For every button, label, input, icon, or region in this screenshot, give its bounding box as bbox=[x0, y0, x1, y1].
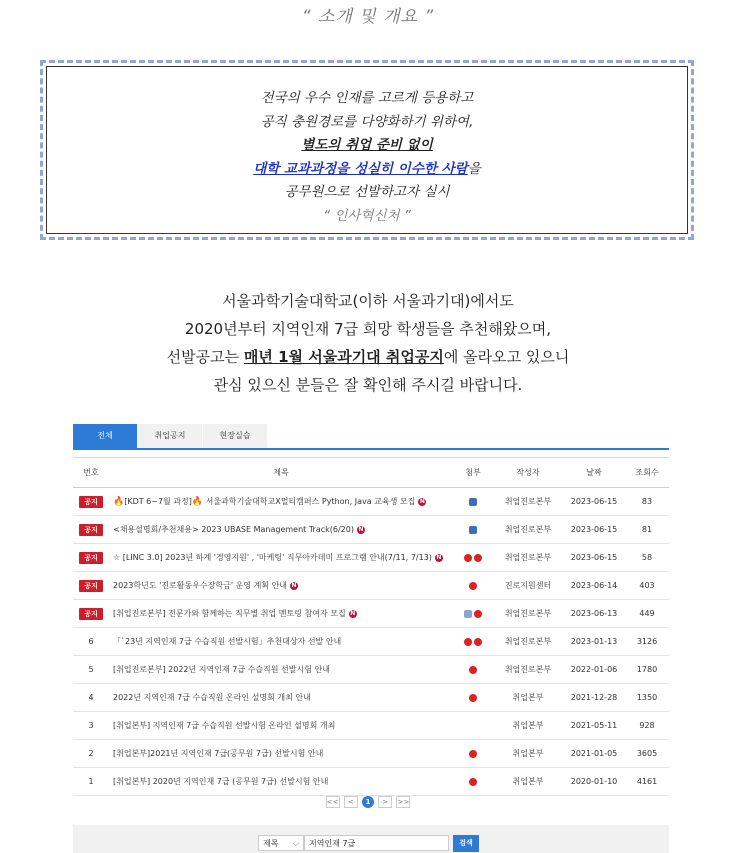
row-title-cell bbox=[109, 712, 453, 740]
table-row[interactable] bbox=[73, 768, 669, 796]
intro-title: “ 소개 및 개요 ” bbox=[301, 7, 435, 27]
row-title-cell bbox=[109, 516, 453, 544]
header-date: 날짜 bbox=[563, 458, 625, 488]
search-button[interactable]: 검색 bbox=[453, 835, 479, 852]
board-tabs bbox=[73, 424, 669, 450]
search-field-value: 제목 bbox=[263, 839, 279, 848]
row-date: 2021-12-28 bbox=[563, 684, 625, 712]
row-views: 403 bbox=[625, 572, 669, 600]
chevron-down-icon: ⌵ bbox=[292, 839, 299, 848]
desc-line-3 bbox=[0, 343, 736, 371]
pdf-file-icon[interactable] bbox=[469, 582, 477, 590]
row-num bbox=[73, 544, 109, 572]
row-num bbox=[73, 600, 109, 628]
page-last-button[interactable]: >> bbox=[397, 798, 410, 806]
table-row[interactable] bbox=[73, 712, 669, 740]
row-title-link[interactable]: 2023학년도 '진로활동우수장학금' 운영 계획 안내 bbox=[113, 581, 288, 590]
row-author: 진로지원센터 bbox=[493, 572, 563, 600]
search-field-select[interactable] bbox=[258, 835, 304, 851]
row-views: 1780 bbox=[625, 656, 669, 684]
new-icon: N bbox=[291, 581, 297, 589]
header-num: 번호 bbox=[73, 458, 109, 488]
header-author: 작성자 bbox=[493, 458, 563, 488]
new-icon: N bbox=[436, 553, 442, 561]
row-date: 2023-01-13 bbox=[563, 628, 625, 656]
description bbox=[0, 287, 736, 399]
row-title-cell bbox=[109, 628, 453, 656]
notice-badge: 공지 bbox=[79, 496, 103, 508]
new-icon: N bbox=[419, 497, 425, 505]
row-title-link[interactable]: <채용설명회/추천채용> 2023 UBASE Management Track(6/20) bbox=[113, 525, 354, 534]
row-date: 2020-01-10 bbox=[563, 768, 625, 796]
table-row[interactable] bbox=[73, 572, 669, 600]
row-title-cell bbox=[109, 684, 453, 712]
row-views: 928 bbox=[625, 712, 669, 740]
search-bar bbox=[73, 825, 669, 853]
table-row[interactable] bbox=[73, 684, 669, 712]
row-title-link[interactable]: [취업본부]2021년 지역인재 7급(공무원 7급) 선발시험 안내 bbox=[113, 749, 324, 758]
table-header bbox=[73, 458, 669, 488]
header-attach: 첨부 bbox=[453, 458, 493, 488]
row-title-link[interactable]: [KDT 6~7월 과정] bbox=[124, 497, 192, 506]
row-date: 2021-01-05 bbox=[563, 740, 625, 768]
row-title-cell bbox=[109, 488, 453, 516]
pagination bbox=[0, 796, 736, 808]
desc-line-3a: 선발공고는 bbox=[166, 348, 244, 366]
row-views: 3605 bbox=[625, 740, 669, 768]
hwp-file-icon[interactable] bbox=[464, 610, 472, 618]
page-first-button[interactable]: << bbox=[326, 798, 339, 806]
notice-badge: 공지 bbox=[79, 524, 103, 536]
desc-line-2: 2020년부터 지역인재 7급 희망 학생들을 추천해왔으며, bbox=[184, 320, 552, 338]
row-attach bbox=[453, 768, 493, 796]
tab-field-practice[interactable]: 현장실습 bbox=[203, 424, 267, 448]
table-row[interactable] bbox=[73, 628, 669, 656]
row-num: 2 bbox=[73, 740, 109, 768]
table-row[interactable] bbox=[73, 656, 669, 684]
search-input[interactable]: 지역인재 7급 bbox=[304, 835, 449, 851]
pdf-file-icon[interactable] bbox=[469, 778, 477, 786]
row-author: 취업진로본부 bbox=[493, 488, 563, 516]
header-views: 조회수 bbox=[625, 458, 669, 488]
save-file-icon[interactable] bbox=[469, 526, 477, 534]
fire-icon: 🔥 bbox=[191, 497, 204, 507]
row-date: 2023-06-15 bbox=[563, 488, 625, 516]
row-views: 3126 bbox=[625, 628, 669, 656]
row-title-cell bbox=[109, 768, 453, 796]
row-date: 2021-05-11 bbox=[563, 712, 625, 740]
notice-badge: 공지 bbox=[79, 552, 103, 564]
quote-line-3 bbox=[47, 134, 687, 158]
row-attach bbox=[453, 516, 493, 544]
pdf-file-icon[interactable] bbox=[469, 750, 477, 758]
table-row[interactable] bbox=[73, 488, 669, 516]
notice-badge: 공지 bbox=[79, 580, 103, 592]
desc-emphasis: 매년 1월 서울과기대 취업공지 bbox=[243, 348, 444, 366]
row-num: 4 bbox=[73, 684, 109, 712]
row-attach bbox=[453, 656, 493, 684]
row-title-cell bbox=[109, 600, 453, 628]
row-title-link[interactable]: [취업본부] 2020년 지역인재 7급 (공무원 7급) 선발시험 안내 bbox=[113, 777, 329, 786]
header-title: 제목 bbox=[109, 458, 453, 488]
row-attach bbox=[453, 740, 493, 768]
row-author: 취업본부 bbox=[493, 712, 563, 740]
quote-line-5: 공무원으로 선발하고자 실시 bbox=[284, 184, 450, 200]
quote-line-2: 공직 충원경로를 다양화하기 위하여, bbox=[260, 113, 474, 130]
row-title-link[interactable]: 2022년 지역인재 7급 수습직원 온라인 설명회 개최 안내 bbox=[113, 693, 311, 702]
row-num: 5 bbox=[73, 656, 109, 684]
page-current[interactable]: 1 bbox=[362, 796, 374, 808]
pdf-file-icon[interactable] bbox=[474, 610, 482, 618]
quote-emphasis-2: 대학 교과과정을 성실히 이수한 사람 bbox=[253, 160, 468, 177]
tab-all[interactable]: 전체 bbox=[73, 424, 137, 448]
row-attach bbox=[453, 684, 493, 712]
quote-frame bbox=[40, 60, 694, 240]
quote-source: “ 인사혁신처 ” bbox=[323, 207, 411, 224]
row-views: 83 bbox=[625, 488, 669, 516]
row-date: 2022-01-06 bbox=[563, 656, 625, 684]
desc-line-4: 관심 있으신 분들은 잘 확인해 주시길 바랍니다. bbox=[213, 376, 523, 394]
row-attach bbox=[453, 572, 493, 600]
notice-badge: 공지 bbox=[79, 608, 103, 620]
row-views: 58 bbox=[625, 544, 669, 572]
pdf-file-icon[interactable] bbox=[474, 554, 482, 562]
row-author: 취업진로본부 bbox=[493, 544, 563, 572]
save-file-icon[interactable] bbox=[469, 498, 477, 506]
row-num: 1 bbox=[73, 768, 109, 796]
fire-icon: 🔥 bbox=[113, 497, 125, 507]
desc-line-1: 서울과학기술대학교(이하 서울과기대)에서도 bbox=[222, 292, 514, 310]
table-row[interactable] bbox=[73, 740, 669, 768]
row-date: 2023-06-15 bbox=[563, 516, 625, 544]
row-num bbox=[73, 572, 109, 600]
pdf-file-icon[interactable] bbox=[469, 666, 477, 674]
row-views: 4161 bbox=[625, 768, 669, 796]
row-num bbox=[73, 516, 109, 544]
table-row[interactable] bbox=[73, 516, 669, 544]
row-title-link[interactable]: [취업본부] 지역인재 7급 수습직원 선발시험 온라인 설명회 개최 bbox=[113, 721, 336, 730]
notice-table bbox=[73, 457, 669, 796]
row-title-link[interactable]: 「`23년 지역인재 7급 수습직원 선발시험」추천대상자 선발 안내 bbox=[113, 637, 342, 646]
row-attach bbox=[453, 712, 493, 740]
row-title-cell bbox=[109, 572, 453, 600]
quote-emphasis-1: 별도의 취업 준비 없이 bbox=[301, 137, 433, 153]
table-row[interactable] bbox=[73, 600, 669, 628]
notice-board bbox=[73, 424, 669, 796]
row-title-link-cont[interactable]: 서울과학기술대학교X멀티캠퍼스 Python, Java 교육생 모집 bbox=[203, 497, 416, 506]
row-date: 2023-06-15 bbox=[563, 544, 625, 572]
page-prev-button[interactable]: < bbox=[344, 796, 358, 808]
row-views: 449 bbox=[625, 600, 669, 628]
new-icon: N bbox=[350, 609, 356, 617]
page-next-button[interactable]: > bbox=[378, 796, 392, 808]
pdf-file-icon[interactable] bbox=[469, 694, 477, 702]
row-author: 취업본부 bbox=[493, 740, 563, 768]
quote-line-4 bbox=[47, 158, 687, 182]
row-title-cell bbox=[109, 544, 453, 572]
row-author: 취업본부 bbox=[493, 684, 563, 712]
row-title-link[interactable]: ☆ [LINC 3.0] 2023년 하계 '경영지원' , '마케팅' 직무아카데미 프로그램 안내(7/11, 7/13) bbox=[113, 553, 432, 562]
pdf-file-icon[interactable] bbox=[464, 554, 472, 562]
row-author: 취업진로본부 bbox=[493, 628, 563, 656]
row-title-link[interactable]: [취업진로본부] 2022년 지역인재 7급 수습직원 선발시험 안내 bbox=[113, 665, 330, 674]
row-author: 취업진로본부 bbox=[493, 600, 563, 628]
row-attach bbox=[453, 544, 493, 572]
row-attach bbox=[453, 488, 493, 516]
row-title-cell bbox=[109, 656, 453, 684]
row-date: 2023-06-13 bbox=[563, 600, 625, 628]
pdf-file-icon[interactable] bbox=[474, 638, 482, 646]
row-author: 취업진로본부 bbox=[493, 656, 563, 684]
tab-job-notice[interactable]: 취업공지 bbox=[138, 424, 202, 448]
row-num bbox=[73, 488, 109, 516]
row-author: 취업진로본부 bbox=[493, 516, 563, 544]
row-attach bbox=[453, 628, 493, 656]
desc-line-3c: 에 올라오고 있으니 bbox=[443, 348, 570, 366]
quote-box bbox=[46, 66, 688, 234]
pdf-file-icon[interactable] bbox=[464, 638, 472, 646]
table-row[interactable] bbox=[73, 544, 669, 572]
quote-line-4-suffix: 을 bbox=[467, 160, 481, 177]
row-num: 3 bbox=[73, 712, 109, 740]
row-views: 81 bbox=[625, 516, 669, 544]
quote-line-1: 전국의 우수 인재를 고르게 등용하고 bbox=[260, 90, 474, 106]
row-title-cell bbox=[109, 740, 453, 768]
row-num: 6 bbox=[73, 628, 109, 656]
row-author: 취업본부 bbox=[493, 768, 563, 796]
row-attach bbox=[453, 600, 493, 628]
row-title-link[interactable]: [취업진로본부] 전문가와 함께하는 직무별 취업 멘토링 참여자 모집 bbox=[113, 609, 346, 618]
new-icon: N bbox=[358, 525, 364, 533]
row-views: 1350 bbox=[625, 684, 669, 712]
row-date: 2023-06-14 bbox=[563, 572, 625, 600]
